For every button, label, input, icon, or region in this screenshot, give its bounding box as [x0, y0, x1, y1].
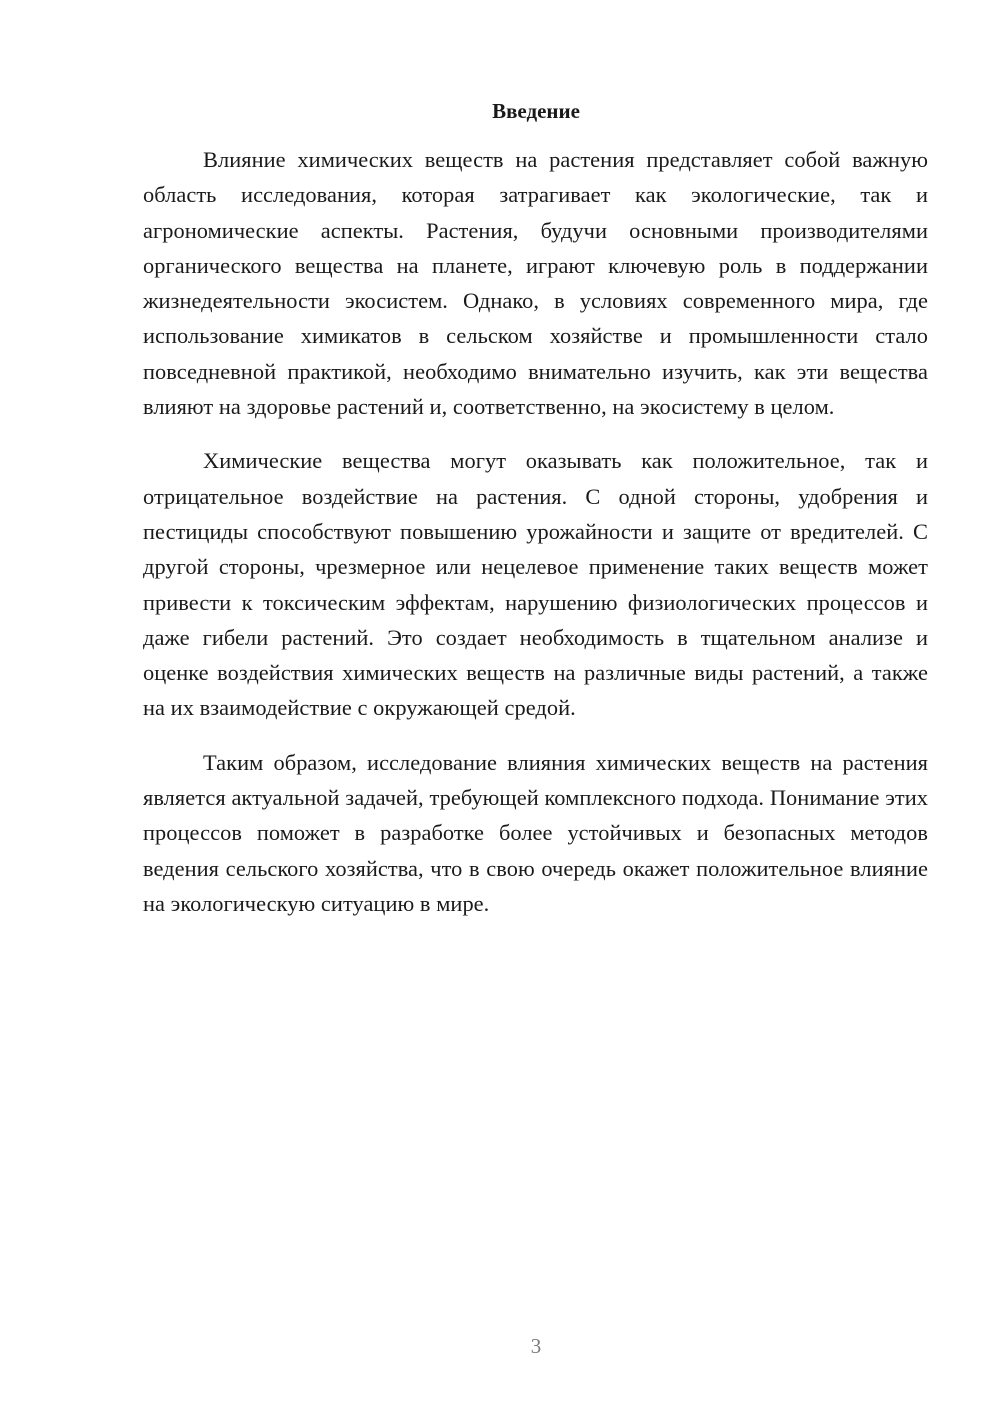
page-number: 3	[530, 1334, 542, 1358]
paragraph-3: Таким образом, исследование влияния химических веществ на растения является актуальной задачей, требующей комплексного подхода. Понимание этих процессов поможет в разработке более устойчивых и безопасных методов ведения сельского хозяйства, что в свою очередь окажет положительное влияние на экологическую ситуацию в мире.	[143, 749, 928, 916]
paragraph-1: Влияние химических веществ на растения представляет собой важную область исследования, которая затрагивает как экологические, так и агрономические аспекты. Растения, будучи основными производителями органического вещества на планете, играют ключевую роль в поддержании жизнедеятельности экосистем. Однако, в условиях современного мира, где использование химикатов в сельском хозяйстве и промышленности стало повседневной практикой, необходимо внимательно изучить, как эти вещества влияют на здоровье растений и, соответственно, на экосистему в целом.	[143, 147, 928, 420]
body-text	[143, 142, 928, 921]
section-title: Введение	[492, 99, 580, 123]
paragraph-2: Химические вещества могут оказывать как положительное, так и отрицательное воздействие на растения. С одной стороны, удобрения и пестициды способствуют повышению урожайности и защите от вредителей. С другой стороны, чрезмерное или нецелевое применение таких веществ может привести к токсическим эффектам, нарушению физиологических процессов и даже гибели растений. Это создает необходимость в тщательном анализе и оценке воздействия химических веществ на различные виды растений, а также на их взаимодействие с окружающей средой.	[143, 448, 928, 721]
